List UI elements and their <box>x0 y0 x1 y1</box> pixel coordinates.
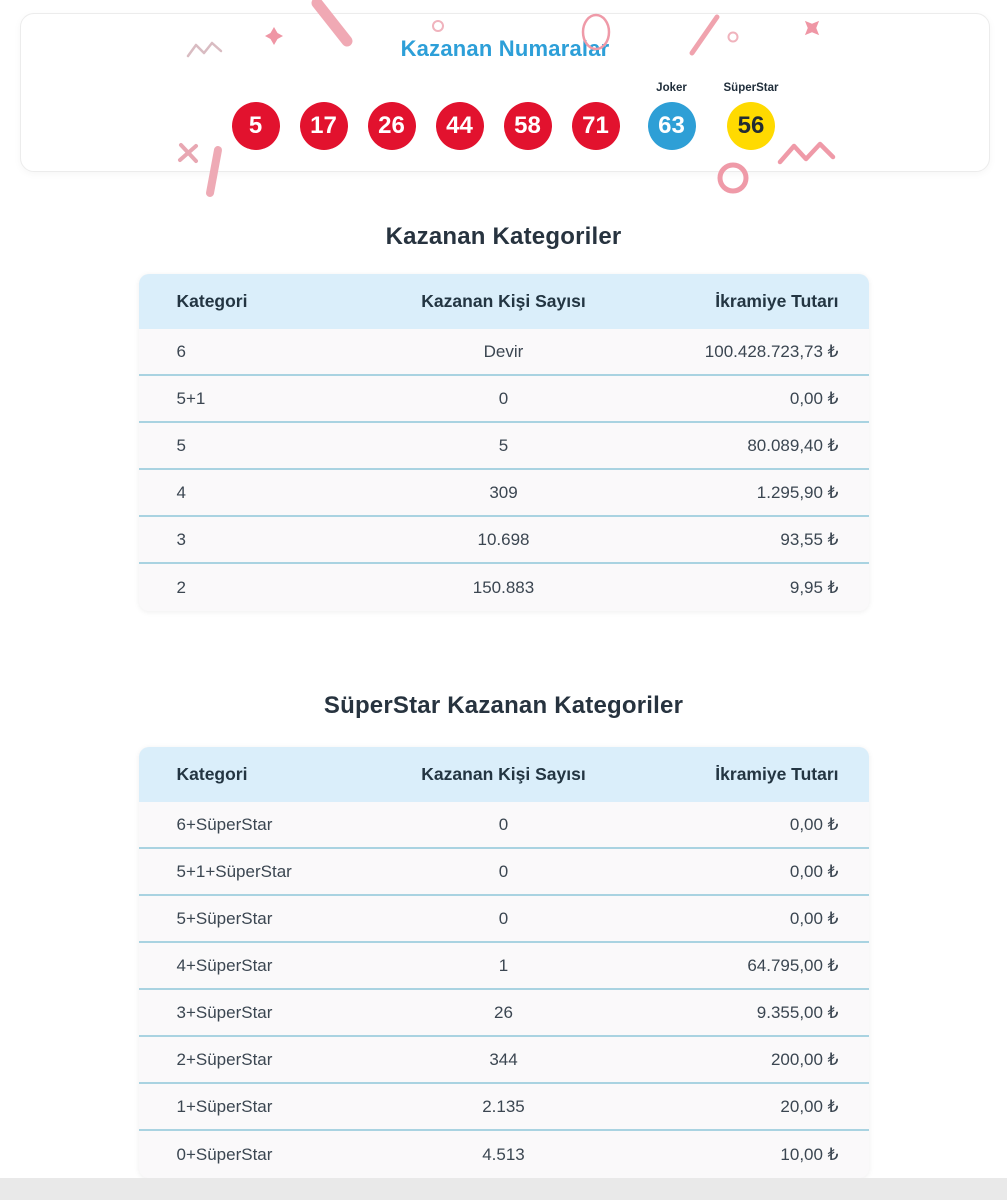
table-row <box>139 564 869 611</box>
header-kategori: Kategori <box>176 764 248 784</box>
table-row <box>139 802 869 849</box>
winner-count-cell: 309 <box>489 482 518 502</box>
superstar-table <box>139 747 869 1178</box>
winner-count-cell: 26 <box>494 1002 513 1022</box>
table-row <box>139 517 869 564</box>
category-cell: 2+SüperStar <box>176 1049 273 1069</box>
winner-count-cell: 0 <box>498 861 509 881</box>
superstar-table-body <box>139 802 869 1178</box>
category-cell: 5 <box>176 435 186 455</box>
winner-count-cell: 0 <box>498 908 509 928</box>
header-prize-amount: İkramiye Tutarı <box>715 764 839 784</box>
prize-amount-cell: 0,00 ₺ <box>789 814 839 834</box>
ball-group-main <box>300 102 348 150</box>
winner-count-cell: 150.883 <box>472 577 535 597</box>
table-row <box>139 1131 869 1178</box>
prize-amount-cell: 200,00 ₺ <box>770 1049 839 1069</box>
ball-group-main <box>572 102 620 150</box>
prize-amount-cell: 0,00 ₺ <box>789 388 839 408</box>
table-row <box>139 943 869 990</box>
lottery-ball-main: 58 <box>504 102 552 150</box>
prize-amount-cell: 100.428.723,73 ₺ <box>704 341 839 361</box>
table-row <box>139 423 869 470</box>
header-prize-amount: İkramiye Tutarı <box>715 291 839 311</box>
lottery-ball-joker: 63 <box>648 102 696 150</box>
prize-amount-cell: 80.089,40 ₺ <box>747 435 839 455</box>
ball-group-main <box>504 102 552 150</box>
prize-amount-cell: 20,00 ₺ <box>780 1096 839 1116</box>
superstar-table-header <box>139 747 869 802</box>
table-row <box>139 896 869 943</box>
table-row <box>139 470 869 517</box>
header-winner-count: Kazanan Kişi Sayısı <box>421 291 586 311</box>
lottery-ball-main: 26 <box>368 102 416 150</box>
lottery-ball-main: 71 <box>572 102 620 150</box>
category-cell: 2 <box>176 577 186 597</box>
category-cell: 1+SüperStar <box>176 1096 273 1116</box>
winner-count-cell: 0 <box>498 814 509 834</box>
prize-amount-cell: 1.295,90 ₺ <box>756 482 839 502</box>
winner-count-cell: 0 <box>498 388 509 408</box>
winner-count-cell: Devir <box>483 341 524 361</box>
ball-group-main <box>232 102 280 150</box>
ball-group-main <box>368 102 416 150</box>
winning-numbers-card <box>20 13 990 172</box>
winner-count-cell: 4.513 <box>482 1144 525 1164</box>
header-winner-count: Kazanan Kişi Sayısı <box>421 764 586 784</box>
category-cell: 0+SüperStar <box>176 1144 273 1164</box>
winner-count-cell: 5 <box>498 435 509 455</box>
category-cell: 5+SüperStar <box>176 908 273 928</box>
table-row <box>139 849 869 896</box>
ball-group-superstar <box>724 82 779 150</box>
prize-amount-cell: 64.795,00 ₺ <box>747 955 839 975</box>
winning-numbers-section <box>0 0 1007 210</box>
lottery-ball-main: 44 <box>436 102 484 150</box>
categories-table <box>139 274 869 611</box>
footer-strip <box>0 1178 1007 1200</box>
prize-amount-cell: 0,00 ₺ <box>789 908 839 928</box>
winner-count-cell: 10.698 <box>477 529 530 549</box>
superstar-label: SüperStar <box>723 82 779 94</box>
category-cell: 6+SüperStar <box>176 814 273 834</box>
ball-group-main <box>436 102 484 150</box>
joker-label: Joker <box>656 82 687 94</box>
prize-amount-cell: 93,55 ₺ <box>780 529 839 549</box>
table-row <box>139 1084 869 1131</box>
prize-amount-cell: 9,95 ₺ <box>789 577 839 597</box>
superstar-categories-title: SüperStar Kazanan Kategoriler <box>323 692 684 719</box>
prize-amount-cell: 0,00 ₺ <box>789 861 839 881</box>
prize-amount-cell: 9.355,00 ₺ <box>756 1002 839 1022</box>
categories-title: Kazanan Kategoriler <box>385 223 622 250</box>
category-cell: 6 <box>176 341 186 361</box>
ball-group-joker <box>648 82 696 150</box>
table-row <box>139 329 869 376</box>
winner-count-cell: 1 <box>498 955 509 975</box>
lottery-ball-superstar: 56 <box>727 102 775 150</box>
category-cell: 4 <box>176 482 186 502</box>
table-row <box>139 1037 869 1084</box>
balls-row <box>21 82 989 150</box>
prize-amount-cell: 10,00 ₺ <box>780 1144 839 1164</box>
winner-count-cell: 344 <box>489 1049 518 1069</box>
category-cell: 5+1+SüperStar <box>176 861 292 881</box>
lottery-ball-main: 5 <box>232 102 280 150</box>
category-cell: 3+SüperStar <box>176 1002 273 1022</box>
category-cell: 5+1 <box>176 388 206 408</box>
lottery-ball-main: 17 <box>300 102 348 150</box>
winning-numbers-title: Kazanan Numaralar <box>400 36 610 61</box>
header-kategori: Kategori <box>176 291 248 311</box>
table-row <box>139 376 869 423</box>
categories-table-header <box>139 274 869 329</box>
category-cell: 3 <box>176 529 186 549</box>
table-row <box>139 990 869 1037</box>
categories-table-body <box>139 329 869 611</box>
winner-count-cell: 2.135 <box>482 1096 525 1116</box>
category-cell: 4+SüperStar <box>176 955 273 975</box>
